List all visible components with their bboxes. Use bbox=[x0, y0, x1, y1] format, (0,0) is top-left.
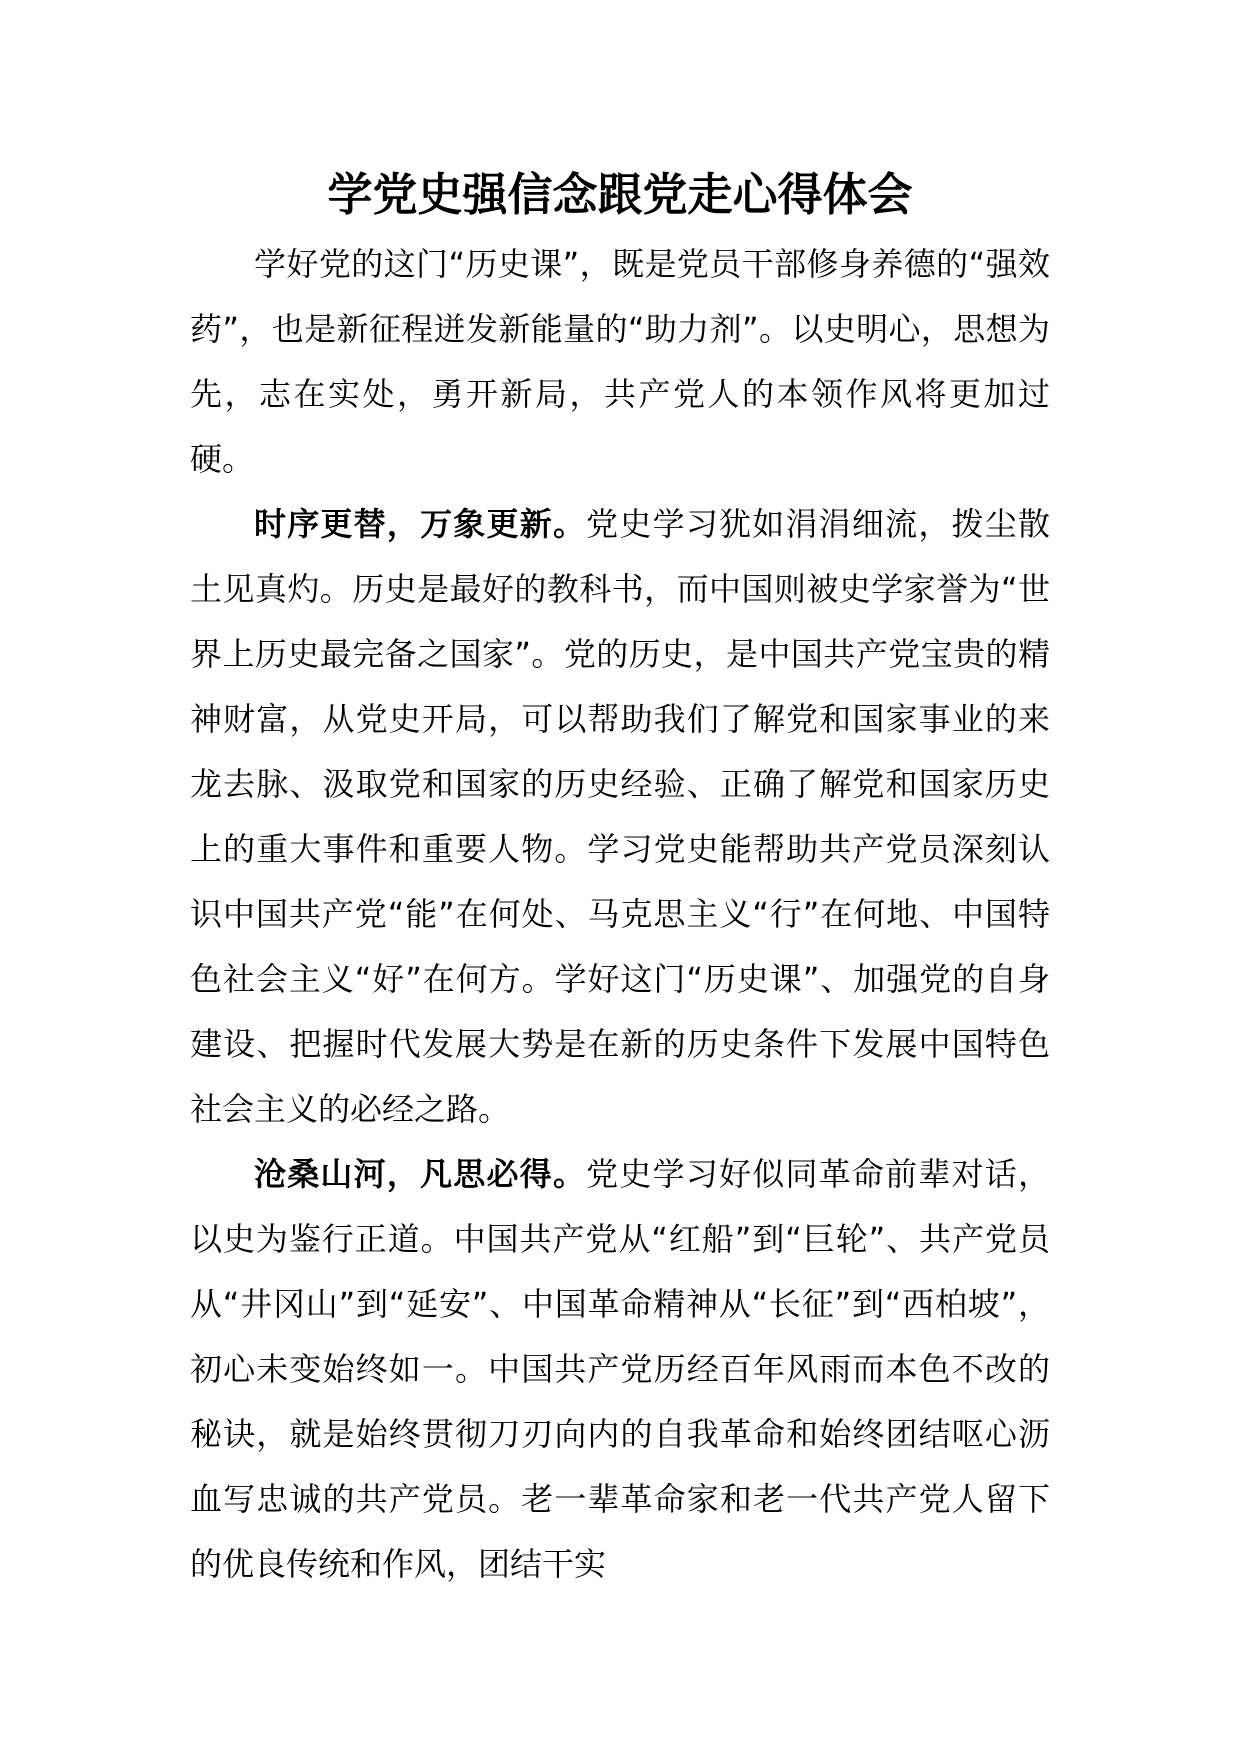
paragraph-revolution-dialogue-text: 党史学习好似同革命前辈对话，以史为鉴行正道。中国共产党从“红船”到“巨轮”、共产党员从“井冈山”到“延安”、中国革命精神从“长征”到“西柏坡”，初心未变始终如一。中国共产党历经百年风雨而本色不改的秘诀，就是始终贯彻刀刃向内的自我革命和始终团结呕心沥血写忠诚的共产党员。老一辈革命家和老一代共产党人留下的优良传统和作风，团结干实 bbox=[190, 1155, 1050, 1583]
paragraph-history-study bbox=[190, 492, 1050, 1142]
paragraph-history-study-lead: 时序更替，万象更新。 bbox=[254, 505, 587, 543]
paragraph-revolution-dialogue-lead: 沧桑山河，凡思必得。 bbox=[254, 1155, 587, 1193]
paragraph-intro bbox=[190, 232, 1050, 492]
paragraph-history-study-text: 党史学习犹如涓涓细流，拨尘散土见真灼。历史是最好的教科书，而中国则被史学家誉为“世界上历史最完备之国家”。党的历史，是中国共产党宝贵的精神财富，从党史开局，可以帮助我们了解党和国家事业的来龙去脉、汲取党和国家的历史经验、正确了解党和国家历史上的重大事件和重要人物。学习党史能帮助共产党员深刻认识中国共产党“能”在何处、马克思主义“行”在何地、中国特色社会主义“好”在何方。学好这门“历史课”、加强党的自身建设、把握时代发展大势是在新的历史条件下发展中国特色社会主义的必经之路。 bbox=[190, 505, 1050, 1128]
paragraph-intro-text: 学好党的这门“历史课”，既是党员干部修身养德的“强效药”，也是新征程迸发新能量的“助力剂”。以史明心，思想为先，志在实处，勇开新局，共产党人的本领作风将更加过硬。 bbox=[190, 245, 1050, 478]
paragraph-revolution-dialogue bbox=[190, 1142, 1050, 1597]
document-body bbox=[190, 232, 1050, 1597]
document-title: 学党史强信念跟党走心得体会 bbox=[327, 168, 913, 221]
